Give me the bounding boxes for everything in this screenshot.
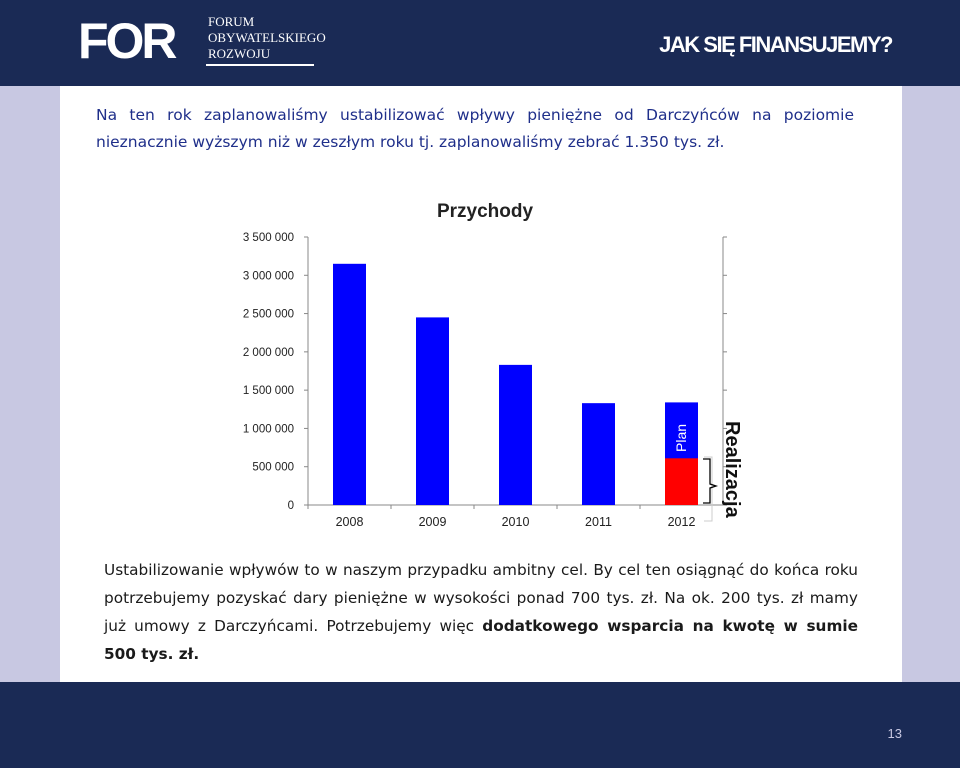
bar-realizacja-2012 [665, 458, 698, 505]
slide-content [60, 86, 902, 682]
intro-paragraph: Na ten rok zaplanowaliśmy ustabilizować wpływy pieniężne od Darczyńców na poziomie nieznacznie wyższym niż w zeszłym roku tj. zaplanowaliśmy zebrać 1.350 tys. zł. [96, 106, 854, 151]
bar-plan-2011 [582, 403, 615, 505]
logo-sub-line: ROZWOJU [208, 46, 271, 61]
x-tick-label: 2009 [418, 515, 447, 529]
y-axis-labels [243, 232, 294, 512]
outro-text: Ustabilizowanie wpływów to w naszym przypadku ambitny cel. By cel ten osiągnąć do końca roku potrzebujemy pozyskać dary pieniężne w wysokości ponad 700 tys. zł. Na ok. 200 tys. zł mamy już umowy z Darczyńcami. Potrzebujemy więc [104, 561, 858, 635]
outro-paragraph [104, 556, 858, 668]
x-axis-labels [336, 515, 696, 529]
y-tick-label: 2 500 000 [242, 308, 294, 321]
revenue-chart [60, 86, 902, 546]
x-tick-label: 2011 [585, 515, 612, 529]
side-panel-left [0, 86, 60, 682]
realizacja-bracket [703, 459, 716, 503]
y-tick-label: 500 000 [252, 461, 294, 474]
x-tick-label: 2008 [335, 515, 364, 529]
logo-word: FOR [78, 13, 175, 69]
x-tick-label: 2010 [501, 515, 530, 529]
plan-bracket [704, 457, 712, 521]
logo-underline [206, 64, 314, 66]
y-tick-label: 1 500 000 [242, 385, 294, 398]
y-tick-label: 1 000 000 [242, 423, 294, 436]
logo-sub-line: OBYWATELSKIEGO [208, 30, 326, 45]
outro-bold-text: dodatkowego wsparcia na kwotę w sumie 500 tys. zł. [104, 617, 859, 663]
logo-sub-line: FORUM [208, 14, 255, 29]
logo-subtitle [208, 14, 326, 62]
footer-bar [0, 682, 960, 768]
page-number: 13 [887, 726, 902, 741]
plan-annotation: Plan [673, 423, 689, 452]
side-panel-right [902, 86, 960, 682]
y-tick-label: 0 [287, 500, 294, 512]
bar-plan-2009 [416, 317, 449, 505]
bar-plan-2010 [499, 365, 532, 505]
page-title: JAK SIĘ FINANSUJEMY? [659, 32, 892, 57]
bar-plan-2008 [333, 264, 366, 505]
chart-bars [333, 264, 698, 505]
realizacja-annotation: Realizacja [721, 421, 743, 518]
x-tick-label: 2012 [667, 515, 696, 529]
y-tick-label: 2 000 000 [242, 346, 294, 359]
for-logo [78, 14, 328, 70]
y-tick-label: 3 000 000 [242, 270, 294, 283]
chart-title: Przychody [436, 201, 534, 222]
y-tick-label: 3 500 000 [242, 232, 294, 244]
